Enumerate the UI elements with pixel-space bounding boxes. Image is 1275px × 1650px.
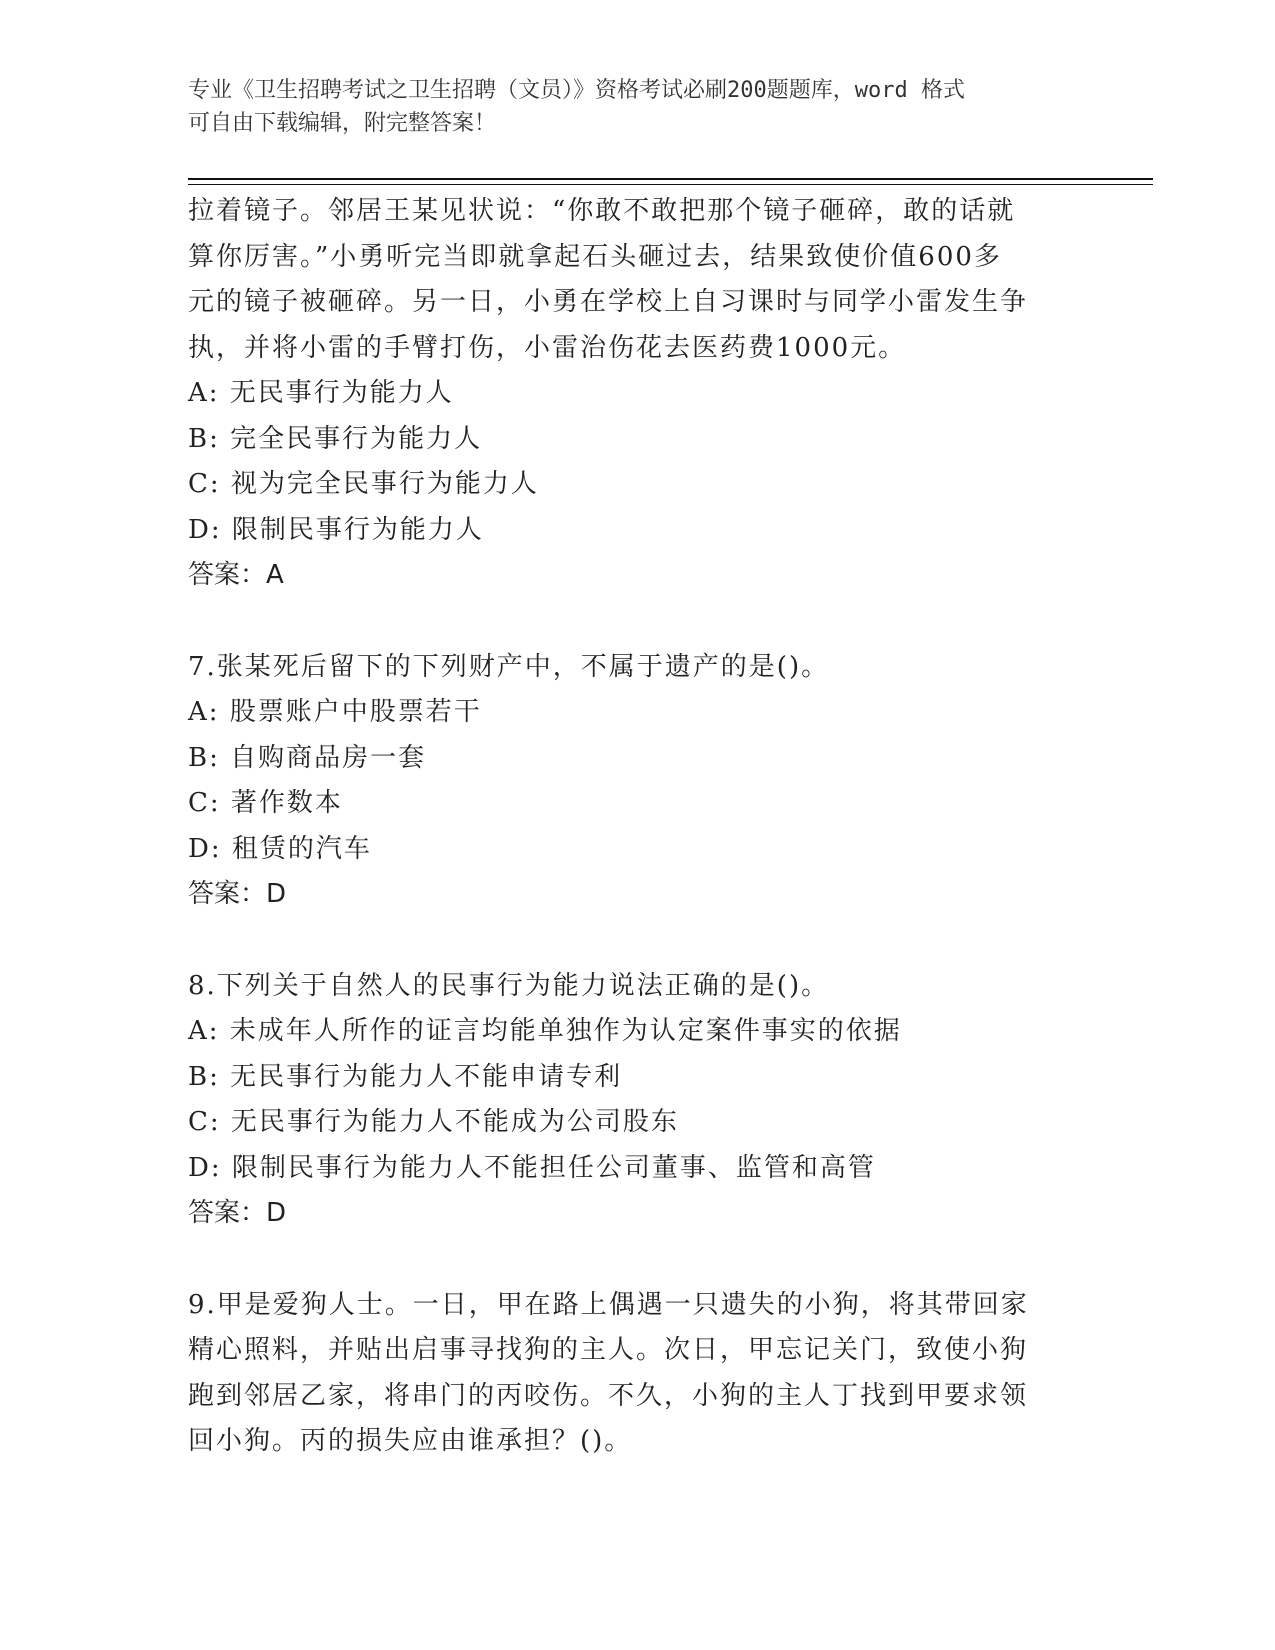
option-b: B: 无民事行为能力人不能申请专利 xyxy=(188,1061,623,1092)
option-b: B: 自购商品房一套 xyxy=(188,742,427,773)
question-text-line: 执，并将小雷的手臂打伤，小雷治伤花去医药费1000元。 xyxy=(188,332,907,363)
question-text-line: 元的镜子被砸碎。另一日，小勇在学校上自习课时与同学小雷发生争 xyxy=(188,287,1029,317)
option-c: C: 无民事行为能力人不能成为公司股东 xyxy=(188,1107,679,1137)
question-text-line: 算你厉害。”小勇听完当即就拿起石头砸过去，结果致使价值600多 xyxy=(188,241,1002,272)
option-c: C: 著作数本 xyxy=(188,788,343,818)
answer-label: 答案：D xyxy=(188,879,287,909)
question-text-line: 拉着镜子。邻居王某见状说：“你敢不敢把那个镜子砸碎，敢的话就 xyxy=(188,196,1016,226)
header-rule-thick xyxy=(188,178,1153,180)
option-d: D: 限制民事行为能力人不能担任公司董事、监管和高管 xyxy=(188,1152,876,1183)
option-d: D: 租赁的汽车 xyxy=(188,833,372,864)
question-7 xyxy=(188,645,1068,918)
header-line-1: 专业《卫生招聘考试之卫生招聘（文员）》资格考试必刷200题题库，word 格式 xyxy=(188,78,965,103)
question-8 xyxy=(188,964,1068,1237)
option-c: C: 视为完全民事行为能力人 xyxy=(188,469,539,499)
question-text: 8.下列关于自然人的民事行为能力说法正确的是()。 xyxy=(188,970,830,1001)
option-d: D: 限制民事行为能力人 xyxy=(188,514,484,545)
header-line-2: 可自由下载编辑，附完整答案！ xyxy=(188,111,497,136)
question-text-line: 精心照料，并贴出启事寻找狗的主人。次日，甲忘记关门，致使小狗 xyxy=(188,1335,1029,1365)
question-text: 7.张某死后留下的下列财产中，不属于遗产的是()。 xyxy=(188,651,830,682)
question-9 xyxy=(188,1283,1068,1465)
header-rule-thin xyxy=(188,184,1153,185)
option-a: A: 未成年人所作的证言均能单独作为认定案件事实的依据 xyxy=(188,1016,902,1046)
question-6-continuation xyxy=(188,189,1068,599)
answer-label: 答案：D xyxy=(188,1198,287,1228)
option-b: B: 完全民事行为能力人 xyxy=(188,423,483,454)
question-text-line: 9.甲是爱狗人士。一日，甲在路上偶遇一只遗失的小狗，将其带回家 xyxy=(188,1289,1029,1320)
option-a: A: 股票账户中股票若干 xyxy=(188,697,482,727)
document-body xyxy=(188,189,1068,1465)
page-header xyxy=(188,74,1088,140)
option-a: A: 无民事行为能力人 xyxy=(188,378,454,408)
question-text-line: 跑到邻居乙家，将串门的丙咬伤。不久，小狗的主人丁找到甲要求领 xyxy=(188,1380,1029,1411)
question-text-line: 回小狗。丙的损失应由谁承担？()。 xyxy=(188,1426,633,1456)
answer-label: 答案：A xyxy=(188,560,284,590)
